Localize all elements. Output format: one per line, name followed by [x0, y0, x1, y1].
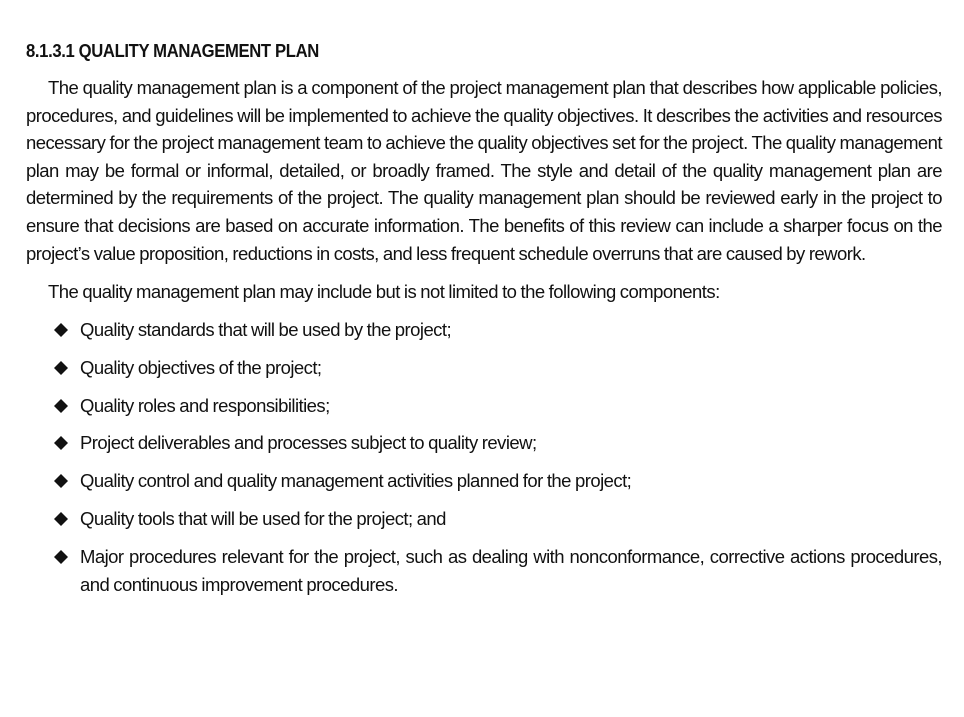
- list-item: [26, 392, 942, 420]
- diamond-bullet-icon: [54, 474, 68, 488]
- list-item-text: Quality tools that will be used for the project; and: [80, 508, 446, 530]
- diamond-bullet-icon: [54, 399, 68, 413]
- list-intro: The quality management plan may include but is not limited to the following components:: [48, 281, 720, 303]
- list-item: [26, 543, 942, 598]
- list-item-text: Project deliverables and processes subject to quality review;: [80, 432, 537, 454]
- list-item-text: Quality roles and responsibilities;: [80, 394, 330, 416]
- document-content: [26, 40, 942, 609]
- list-item-text: Quality control and quality management activities planned for the project;: [80, 470, 632, 492]
- diamond-bullet-icon: [54, 436, 68, 450]
- diamond-bullet-icon: [54, 512, 68, 526]
- list-item: [26, 354, 942, 382]
- section-heading: 8.1.3.1 QUALITY MANAGEMENT PLAN: [26, 40, 319, 61]
- list-item-text: Major procedures relevant for the project, such as dealing with nonconformance, corrective actions procedures, and continuous improvement procedures.: [80, 546, 942, 595]
- body-paragraph: The quality management plan is a component of the project management plan that describes how applicable policies, procedures, and guidelines will be implemented to achieve the quality objectives. It describes the activities and resources necessary for the project management team to achieve the quality objectives set for the project. The quality management plan may be formal or informal, detailed, or broadly framed. The style and detail of the quality management plan are determined by the requirements of the project. The quality management plan should be reviewed early in the project to ensure that decisions are based on accurate information. The benefits of this review can include a sharper focus on the project’s value proposition, reductions in costs, and less frequent schedule overruns that are caused by rework.: [26, 77, 943, 264]
- diamond-bullet-icon: [54, 550, 68, 564]
- component-list: [26, 316, 942, 599]
- list-item-text: Quality standards that will be used by the project;: [80, 318, 452, 340]
- diamond-bullet-icon: [54, 323, 68, 337]
- list-item: [26, 467, 942, 495]
- diamond-bullet-icon: [54, 361, 68, 375]
- list-item: [26, 316, 942, 344]
- list-item: [26, 429, 942, 457]
- list-item-text: Quality objectives of the project;: [80, 356, 322, 378]
- list-item: [26, 505, 942, 533]
